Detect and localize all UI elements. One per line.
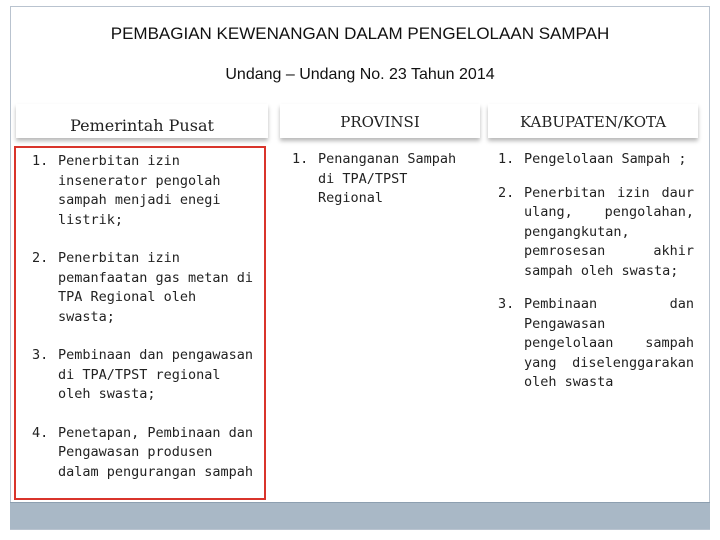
slide-title: PEMBAGIAN KEWENANGAN DALAM PENGELOLAAN SAMPAH — [110, 24, 610, 43]
item-text: Pembinaan dan Pengawasan pengelolaan sampah yang diselenggarakan oleh swasta — [524, 296, 694, 390]
column-heading-kabupaten-kota: KABUPATEN/KOTA — [488, 104, 698, 138]
item-number: 1. — [292, 151, 309, 167]
authority-list-pusat — [32, 152, 256, 482]
column-body-kabupaten-kota — [498, 150, 694, 393]
item-number: 4. — [32, 424, 49, 441]
item-text: Penerbitan izin insenerator pengolah sampah menjadi enegi listrik; — [58, 153, 221, 228]
list-item — [498, 184, 694, 282]
item-number: 2. — [32, 250, 49, 266]
slide-subtitle: Undang – Undang No. 23 Tahun 2014 — [225, 66, 495, 83]
list-item — [32, 346, 256, 405]
item-text: Pembinaan dan pengawasan di TPA/TPST regional oleh swasta; — [58, 347, 254, 402]
column-body-pemerintah-pusat — [14, 146, 266, 500]
item-number: 3. — [32, 347, 49, 363]
list-item — [498, 150, 694, 170]
column-body-provinsi — [286, 150, 476, 209]
authority-list-kabupaten-kota — [498, 150, 694, 393]
list-item — [498, 295, 694, 393]
list-item — [32, 424, 256, 483]
item-number: 1. — [32, 153, 49, 169]
item-number: 2. — [498, 184, 515, 201]
column-heading-pemerintah-pusat: Pemerintah Pusat — [16, 104, 268, 138]
item-text: Penerbitan izin pemanfaatan gas metan di TPA Regional oleh swasta; — [58, 250, 254, 325]
item-number: 3. — [498, 296, 515, 312]
column-heading-provinsi: PROVINSI — [280, 104, 480, 138]
list-item — [292, 150, 476, 209]
item-number: 1. — [498, 151, 515, 167]
item-text: Penerbitan izin daur ulang, pengolahan, pengangkutan, pemrosesan akhir sampah oleh swasta; — [524, 184, 694, 279]
item-text: Pengelolaan Sampah ; — [524, 151, 687, 167]
list-item — [32, 152, 256, 230]
slide-footer-bar — [10, 502, 710, 529]
item-text: Penetapan, Pembinaan dan Pengawasan produsen dalam pengurangan sampah — [58, 424, 254, 480]
list-item — [32, 249, 256, 327]
authority-list-provinsi — [292, 150, 476, 209]
item-text: Penanganan Sampah di TPA/TPST Regional — [318, 151, 457, 206]
